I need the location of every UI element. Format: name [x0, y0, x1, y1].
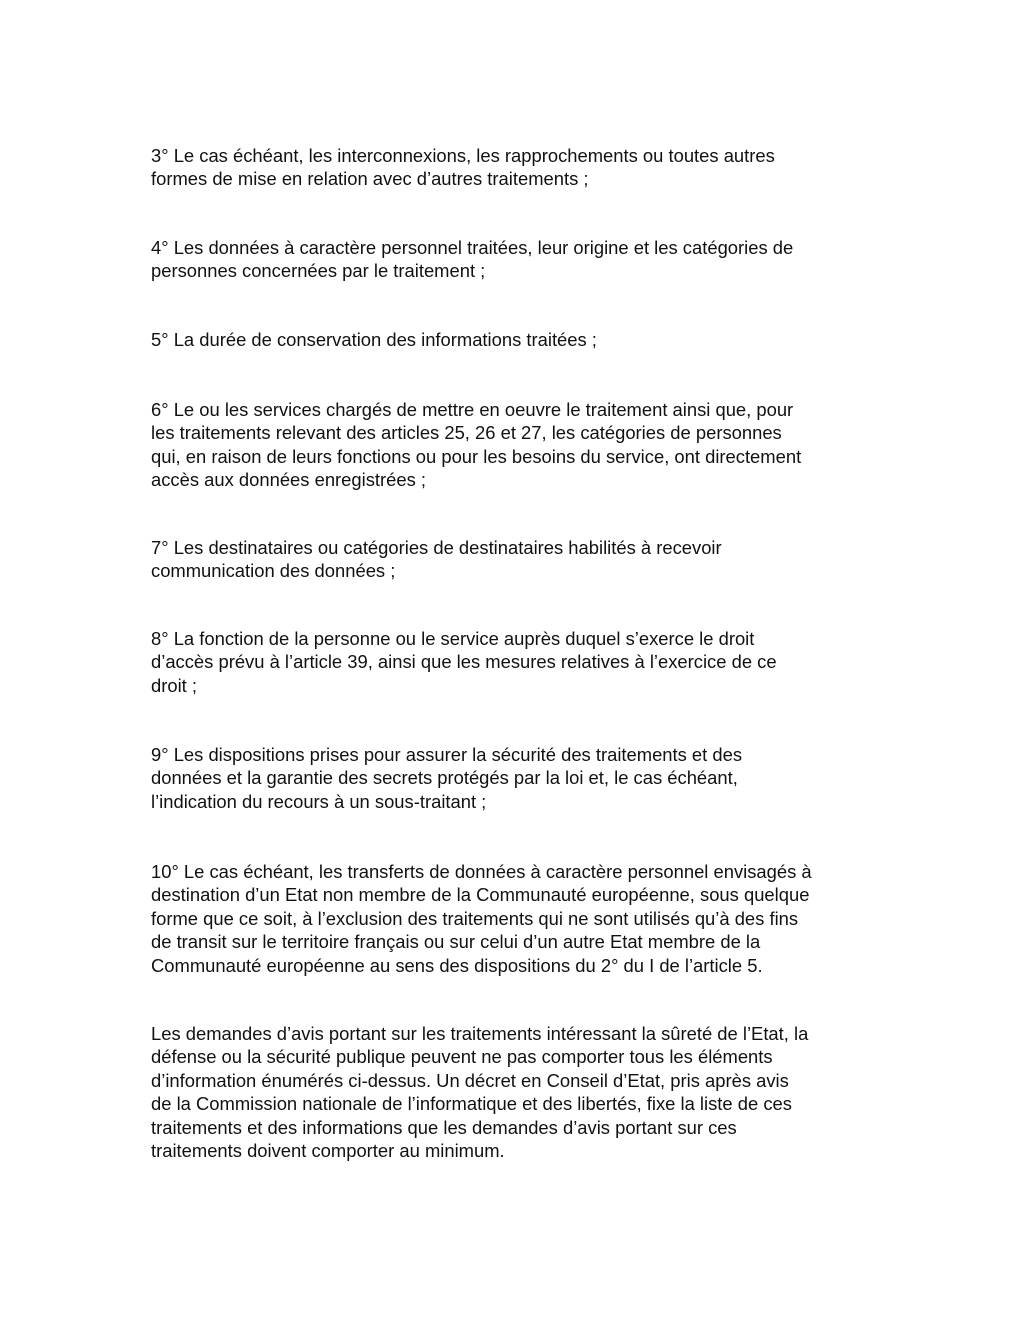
- text-line: destination d’un Etat non membre de la Communauté européenne, sous quelque: [151, 884, 810, 906]
- text-line: d’information énumérés ci-dessus. Un décret en Conseil d’Etat, pris après avis: [151, 1069, 789, 1091]
- text-line: 7° Les destinataires ou catégories de destinataires habilités à recevoir: [151, 537, 722, 558]
- text-line: 4° Les données à caractère personnel traitées, leur origine et les catégories de: [151, 237, 794, 258]
- text-line: Communauté européenne au sens des dispositions du 2° du I de l’article 5.: [151, 954, 763, 976]
- text-line: accès aux données enregistrées ;: [151, 469, 427, 491]
- text-line: personnes concernées par le traitement ;: [151, 260, 486, 282]
- paragraph-item-7: [151, 536, 722, 583]
- closing-paragraph: [151, 1022, 808, 1162]
- text-line: Les demandes d’avis portant sur les traitements intéressant la sûreté de l’Etat, la: [151, 1023, 809, 1044]
- paragraph-item-5: [151, 328, 597, 351]
- text-line: communication des données ;: [151, 560, 396, 582]
- text-line: défense ou la sécurité publique peuvent ne pas comporter tous les éléments: [151, 1046, 773, 1068]
- text-line: 6° Le ou les services chargés de mettre en oeuvre le traitement ainsi que, pour: [151, 399, 794, 420]
- text-line: 3° Le cas échéant, les interconnexions, les rapprochements ou toutes autres: [151, 145, 775, 166]
- text-line: traitements et des informations que les demandes d’avis portant sur ces: [151, 1116, 737, 1138]
- text-line: traitements doivent comporter au minimum.: [151, 1140, 505, 1162]
- paragraph-item-6: [151, 398, 801, 492]
- text-line: qui, en raison de leurs fonctions ou pour les besoins du service, ont directement: [151, 445, 802, 467]
- text-line: 10° Le cas échéant, les transferts de données à caractère personnel envisagés à: [151, 861, 812, 882]
- text-line: 8° La fonction de la personne ou le service auprès duquel s’exerce le droit: [151, 628, 755, 649]
- text-line: les traitements relevant des articles 25, 26 et 27, les catégories de personnes: [151, 422, 782, 444]
- text-line: forme que ce soit, à l’exclusion des traitements qui ne sont utilisés qu’à des fins: [151, 907, 799, 929]
- paragraph-item-3: [151, 144, 775, 191]
- text-line: 5° La durée de conservation des informations traitées ;: [151, 329, 597, 350]
- text-line: formes de mise en relation avec d’autres traitements ;: [151, 168, 589, 190]
- text-line: de transit sur le territoire français ou sur celui d’un autre Etat membre de la: [151, 931, 761, 953]
- paragraph-item-4: [151, 236, 793, 283]
- text-line: droit ;: [151, 674, 197, 696]
- text-line: l’indication du recours à un sous-traitant ;: [151, 790, 487, 812]
- paragraph-item-8: [151, 627, 777, 697]
- paragraph-item-9: [151, 743, 742, 813]
- text-line: données et la garantie des secrets protégés par la loi et, le cas échéant,: [151, 767, 738, 789]
- text-line: 9° Les dispositions prises pour assurer la sécurité des traitements et des: [151, 744, 743, 765]
- paragraph-item-10: [151, 860, 812, 977]
- text-line: d’accès prévu à l’article 39, ainsi que les mesures relatives à l’exercice de ce: [151, 651, 777, 673]
- text-line: de la Commission nationale de l’informatique et des libertés, fixe la liste de ces: [151, 1093, 792, 1115]
